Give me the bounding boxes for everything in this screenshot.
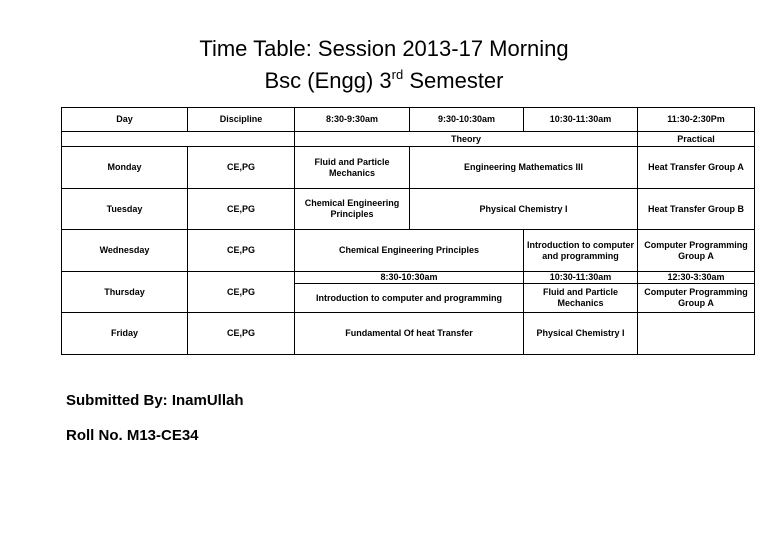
course-cell: Fluid and Particle Mechanics [524,284,638,313]
discipline-cell: CE,PG [188,188,295,230]
header-time-3: 10:30-11:30am [524,108,638,132]
table-header-row [62,108,755,132]
subtitle-suffix: Semester [403,68,504,93]
course-cell: Introduction to computer and programming [295,284,524,313]
discipline-cell: CE,PG [188,230,295,272]
subtitle-text: Bsc (Engg) 3 [264,68,392,93]
day-cell: Tuesday [62,188,188,230]
header-time-4: 11:30-2:30Pm [638,108,755,132]
discipline-cell: CE,PG [188,313,295,355]
time-cell: 12:30-3:30am [638,271,755,283]
theory-label: Theory [295,132,638,147]
practical-label: Practical [638,132,755,147]
subtitle-superscript: rd [391,67,404,82]
course-cell: Physical Chemistry I [410,188,638,230]
blank-cell [62,132,295,147]
table-row [62,147,755,189]
course-cell: Fundamental Of heat Transfer [295,313,524,355]
course-cell: Engineering Mathematics III [410,147,638,189]
time-cell: 10:30-11:30am [524,271,638,283]
header-time-1: 8:30-9:30am [295,108,410,132]
discipline-cell: CE,PG [188,147,295,189]
practical-cell: Computer Programming Group A [638,284,755,313]
course-cell: Introduction to computer and programming [524,230,638,272]
practical-cell: Computer Programming Group A [638,230,755,272]
submitted-by: Submitted By: InamUllah [66,392,244,409]
header-discipline: Discipline [188,108,295,132]
timetable [61,107,755,355]
page-subtitle [0,67,768,95]
roll-number: Roll No. M13-CE34 [66,427,199,444]
time-cell: 8:30-10:30am [295,271,524,283]
course-cell: Physical Chemistry I [524,313,638,355]
page-title: Time Table: Session 2013-17 Morning [199,36,569,61]
table-row [62,313,755,355]
table-row-time [62,271,755,283]
table-row [62,230,755,272]
day-cell: Thursday [62,271,188,312]
table-category-row [62,132,755,147]
day-cell: Friday [62,313,188,355]
course-cell: Chemical Engineering Principles [295,230,524,272]
course-cell: Fluid and Particle Mechanics [295,147,410,189]
day-cell: Monday [62,147,188,189]
practical-cell: Heat Transfer Group B [638,188,755,230]
practical-cell [638,313,755,355]
day-cell: Wednesday [62,230,188,272]
practical-cell: Heat Transfer Group A [638,147,755,189]
discipline-cell: CE,PG [188,271,295,312]
header-day: Day [62,108,188,132]
table-row [62,188,755,230]
header-time-2: 9:30-10:30am [410,108,524,132]
course-cell: Chemical Engineering Principles [295,188,410,230]
